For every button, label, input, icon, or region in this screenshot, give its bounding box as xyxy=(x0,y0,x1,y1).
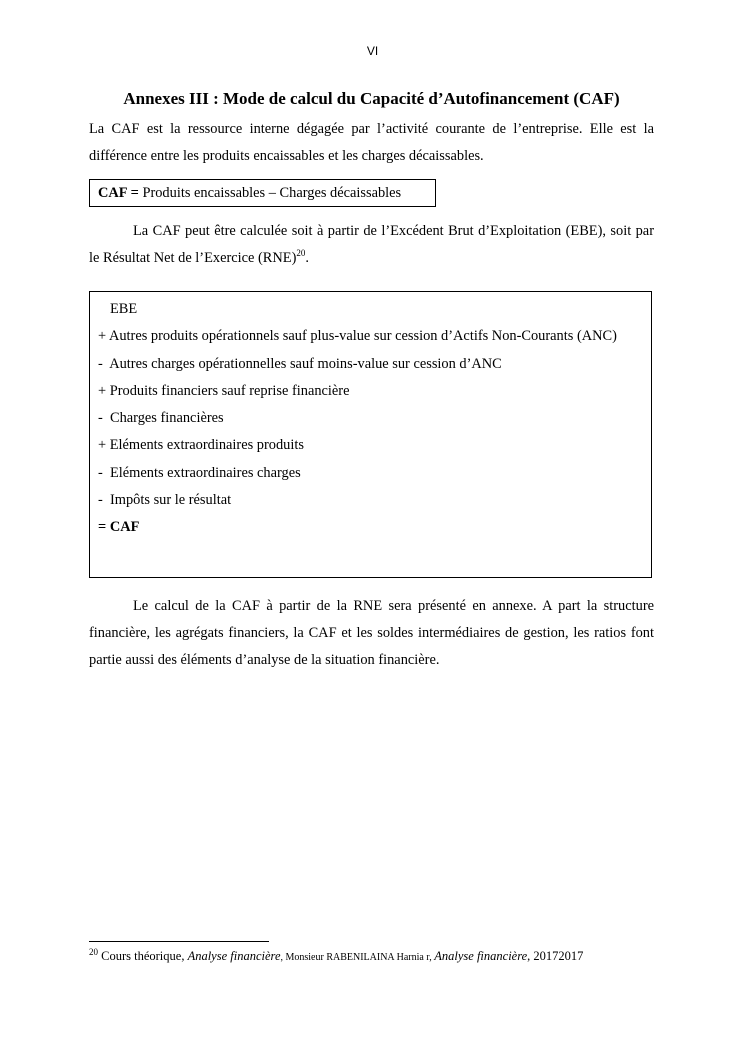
footnote-reference: 20 xyxy=(296,248,306,259)
calc-item: Charges financières xyxy=(110,410,224,427)
paragraph-end: . xyxy=(305,250,309,266)
formula-expression: Produits encaissables – Charges décaissables xyxy=(138,185,402,201)
footnote-author: , Monsieur RABENILAINA Harnia r, xyxy=(280,952,435,963)
calc-operator: - xyxy=(98,355,103,372)
calc-line xyxy=(98,351,643,378)
calc-item: Autres produits opérationnels sauf plus-value sur cession d’Actifs Non-Courants (ANC) xyxy=(108,328,617,345)
footnote xyxy=(89,948,689,966)
footnote-title: Analyse financière xyxy=(434,949,528,963)
footnote-suffix: , 20172017 xyxy=(527,949,584,963)
calc-operator: + xyxy=(98,328,107,345)
calc-line xyxy=(98,487,643,514)
calc-result-line xyxy=(98,514,643,541)
calc-result-operator: = xyxy=(98,519,107,536)
footnote-title: Analyse financière xyxy=(187,949,281,963)
calc-line xyxy=(98,432,643,459)
calc-line xyxy=(98,405,643,432)
calc-operator: + xyxy=(98,382,107,399)
footnote-prefix: Cours théorique, xyxy=(98,949,188,963)
calc-line xyxy=(98,378,643,405)
calc-result: CAF xyxy=(109,519,140,536)
calc-operator: - xyxy=(98,492,103,509)
calc-line xyxy=(98,460,643,487)
calc-operator: - xyxy=(98,464,103,481)
formula-label: CAF = xyxy=(98,185,139,201)
calculation-intro-paragraph xyxy=(89,218,654,272)
calc-line xyxy=(98,323,643,350)
calc-item: Autres charges opérationnelles sauf moins-value sur cession d’ANC xyxy=(109,355,502,372)
page-title: Annexes III : Mode de calcul du Capacité d’Autofinancement (CAF) xyxy=(123,89,620,108)
calc-item: Produits financiers sauf reprise financière xyxy=(109,382,350,399)
calc-item: Impôts sur le résultat xyxy=(110,492,232,509)
calc-operator: + xyxy=(98,437,107,454)
footnote-divider xyxy=(89,941,269,942)
caf-formula-box xyxy=(89,179,436,207)
caf-calculation-box xyxy=(89,291,652,578)
calc-start-line: EBE xyxy=(110,301,138,317)
paragraph-text: La CAF peut être calculée soit à partir de l’Excédent Brut d’Exploitation (EBE), soit par le Résultat Net de l’Exercice (RNE) xyxy=(89,223,654,266)
closing-paragraph: Le calcul de la CAF à partir de la RNE sera présenté en annexe. A part la structure financière, les agrégats financiers, la CAF et les soldes intermédiaires de gestion, les ratios font partie aussi des éléments d’analyse de la situation financière. xyxy=(89,598,654,668)
page-number: VI xyxy=(366,44,379,58)
calc-item: Eléments extraordinaires charges xyxy=(110,464,301,481)
calc-operator: - xyxy=(98,410,103,427)
footnote-number: 20 xyxy=(89,946,98,957)
intro-paragraph: La CAF est la ressource interne dégagée par l’activité courante de l’entreprise. Elle est la différence entre les produits encaissables et les charges décaissables. xyxy=(89,121,654,164)
calc-item: Eléments extraordinaires produits xyxy=(109,437,304,454)
